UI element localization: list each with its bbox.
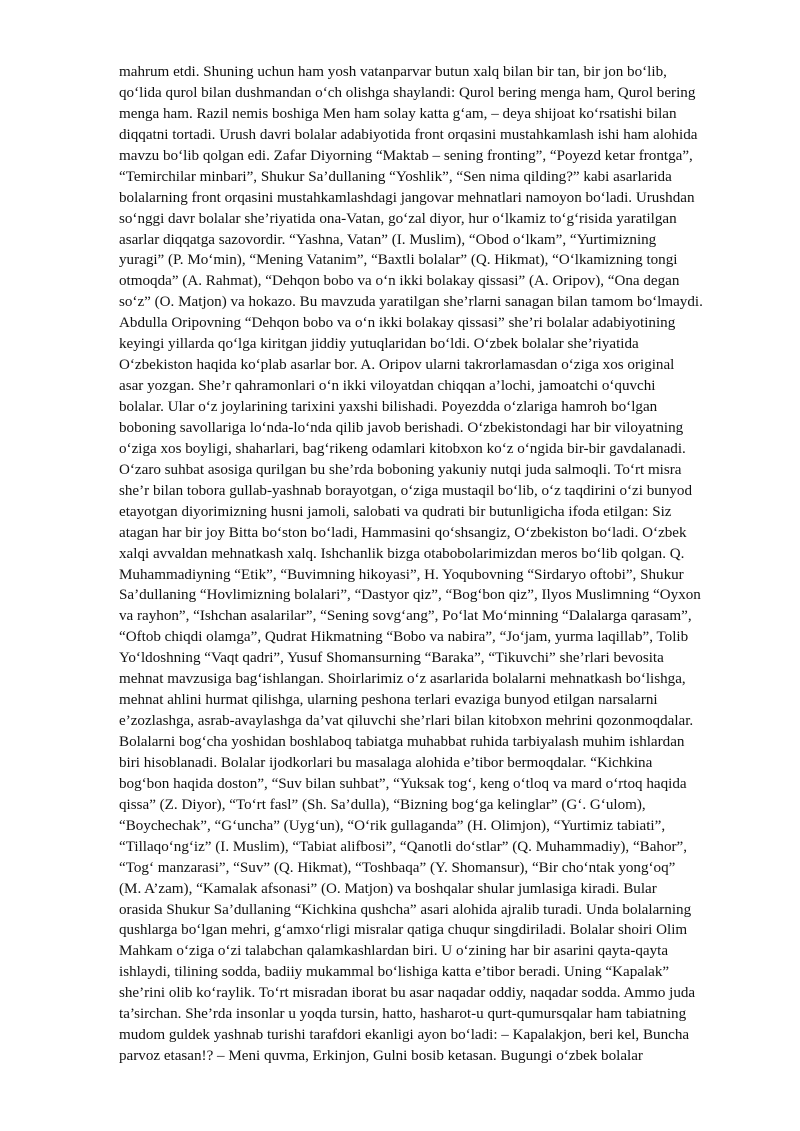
text-line: she’r bilan tobora gullab-yashnab borayotgan, o‘ziga mustaqil bo‘lib, o‘z taqdirini o‘zi bunyod [119, 482, 692, 499]
text-line: atagan har bir joy Bitta bo‘ston bo‘ladi, Hammasini qo‘shsangiz, O‘zbekiston bo‘ladi. O‘zbek [119, 524, 687, 541]
text-line: Yo‘ldoshning “Vaqt qadri”, Yusuf Shomansurning “Baraka”, “Tikuvchi” she’rlari bevosita [119, 650, 664, 667]
text-line: O‘zaro suhbat asosiga qurilgan bu she’rda boboning yakuniy nutqi juda salmoqli. To‘rt misra [119, 461, 682, 478]
document-page [119, 62, 749, 1067]
text-line: Bolalarni bog‘cha yoshidan boshlaboq tabiatga muhabbat ruhida tarbiyalash muhim ishlardan [119, 734, 685, 750]
text-line: (M. A’zam), “Kamalak afsonasi” (O. Matjon) va boshqalar shular jumlasiga kiradi. Bular [119, 880, 657, 897]
text-line: bog‘bon haqida doston”, “Suv bilan suhbat”, “Yuksak tog‘, keng o‘tloq va mard o‘rtoq haqida [119, 775, 687, 792]
text-line: bolalar. Ular o‘z joylarining tarixini yaxshi bilishadi. Poyezdda o‘zlariga hamroh bo‘lgan [119, 399, 658, 415]
text-line: parvoz etasan!? – Meni quvma, Erkinjon, Gulni bosib ketasan. Bugungi o‘zbek bolalar [119, 1048, 643, 1065]
text-line: ishlaydi, tilining sodda, badiiy mukammal bo‘lishiga katta e’tibor beradi. Uning “Kapalak” [119, 964, 670, 981]
text-line: otmoqda” (A. Rahmat), “Dehqon bobo va o‘n ikki bolakay qissasi” (A. Oripov), “Ona degan [119, 273, 680, 290]
text-line: Sa’dullaning “Hovlimizning bolalari”, “Dastyor qiz”, “Bog‘bon qiz”, Ilyos Muslimning “Oyxon [119, 587, 701, 604]
text-line: o‘ziga xos boyligi, shaharlari, bag‘rikeng odamlari kitobxon ko‘z o‘ngida bir-bir gavdalanadi. [119, 440, 686, 457]
text-line: menga ham. Razil nemis boshiga Men ham solay katta g‘am, – deya shijoat ko‘rsatishi bilan [119, 105, 677, 122]
text-line: mehnat mavzusiga bag‘ishlangan. Shoirlarimiz o‘z asarlarida bolalarni mehnatkash bo‘lishga, [119, 671, 686, 688]
text-line: mudom guldek yashnab turishi tarafdori ekanligi ayon bo‘ladi: – Kapalakjon, beri kel, Buncha [119, 1027, 690, 1044]
text-line: Abdulla Oripovning “Dehqon bobo va o‘n ikki bolakay qissasi” she’ri bolalar adabiyotining [119, 315, 676, 332]
text-line: Mahkam o‘ziga o‘zi talabchan qalamkashlardan biri. U o‘zining har bir asarini qayta-qayta [119, 943, 669, 960]
text-line: mavzu bo‘lib qolgan edi. Zafar Diyorning “Maktab – sening fronting”, “Poyezd ketar frontga”, [119, 147, 693, 164]
text-line: so‘z” (O. Matjon) va hokazo. Bu mavzuda yaratilgan she’rlarni sanagan bilan tamom bo‘lmaydi. [119, 294, 703, 311]
text-line: etayotgan diyorimizning husni jamoli, salobati va qudrati bir butunligicha ifoda etilgan: Siz [119, 503, 672, 520]
text-line: bolalarning front orqasini mustahkamlashdagi jangovar mehnatlari namoyon bo‘ladi. Urushdan [119, 189, 695, 206]
text-line: orasida Shukur Sa’dullaning “Kichkina qushcha” asari alohida ajralib turadi. Unda bolalarning [119, 901, 692, 918]
text-line: so‘nggi davr bolalar she’riyatida ona-Vatan, go‘zal diyor, hur o‘lkamiz to‘g‘risida yaratilgan [119, 210, 677, 227]
text-line: yuragi” (P. Mo‘min), “Mening Vatanim”, “Baxtli bolalar” (Q. Hikmat), “O‘lkamizning tongi [119, 252, 678, 269]
text-line: Muhammadiyning “Etik”, “Buvimning hikoyasi”, H. Yoqubovning “Sirdaryo oftobi”, Shukur [119, 566, 684, 583]
text-line: e’zozlashga, asrab-avaylashga da’vat qiluvchi she’rlari bilan kitobxon mehrini qozonmoqdalar. [119, 713, 694, 730]
text-line: diqqatni tortadi. Urush davri bolalar adabiyotida front orqasini mustahkamlash ishi ham alohida [119, 126, 698, 143]
text-line: she’rini olib ko‘raylik. To‘rt misradan iborat bu asar naqadar oddiy, naqadar sodda. Ammo juda [119, 985, 696, 1002]
text-line: qo‘lida qurol bilan dushmandan o‘ch olishga shaylandi: Qurol bering menga ham, Qurol bering [119, 84, 696, 101]
text-line: mehnat ahlini hurmat qilishga, ularning peshona terlari evaziga bunyod etilgan narsalarni [119, 692, 658, 709]
text-line: asarlar diqqatga sazovordir. “Yashna, Vatan” (I. Muslim), “Obod o‘lkam”, “Yurtimizning [119, 231, 657, 248]
text-line: boboning savollariga lo‘nda-lo‘nda qilib javob berishadi. O‘zbekistondagi har bir viloyatning [119, 419, 684, 436]
text-line: qushlarga bo‘lgan mehri, g‘amxo‘rligi misralar qatiga chuqur singdiriladi. Bolalar shoiri Olim [119, 922, 688, 939]
text-line: “Tillaqo‘ng‘iz” (I. Muslim), “Tabiat alifbosi”, “Qanotli do‘stlar” (Q. Muhammadiy), “Bahor”, [119, 838, 688, 855]
text-line: “Temirchilar minbari”, Shukur Sa’dullaning “Yoshlik”, “Sen nima qilding?” kabi asarlarida [119, 168, 672, 185]
text-line: ta’sirchan. She’rda insonlar u yoqda tursin, hatto, hasharot-u qurt-qumursqalar ham tabiatning [119, 1006, 687, 1023]
text-line: O‘zbekiston haqida ko‘plab asarlar bor. A. Oripov ularni takrorlamasdan o‘ziga xos original [119, 357, 675, 374]
text-line: qissa” (Z. Diyor), “To‘rt fasl” (Sh. Sa’dulla), “Bizning bog‘ga kelinglar” (G‘. G‘ulom), [119, 796, 646, 813]
text-line: asar yozgan. She’r qahramonlari o‘n ikki viloyatdan chiqqan a’lochi, jamoatchi o‘quvchi [119, 378, 656, 395]
text-line: keyingi yillarda qo‘lga kiritgan jiddiy yutuqlaridan bo‘ldi. O‘zbek bolalar she’riyatida [119, 336, 639, 353]
text-line: “Tog‘ manzarasi”, “Suv” (Q. Hikmat), “Toshbaqa” (Y. Shomansur), “Bir cho‘ntak yong‘oq” [119, 859, 676, 876]
text-line: “Boychechak”, “G‘uncha” (Uyg‘un), “O‘rik gullaganda” (H. Olimjon), “Yurtimiz tabiati”, [119, 817, 666, 834]
text-line: va rayhon”, “Ishchan asalarilar”, “Sening sovg‘ang”, Po‘lat Mo‘minning “Dalalarga qarasam”, [119, 608, 692, 625]
text-line: “Oftob chiqdi olamga”, Qudrat Hikmatning “Bobo va nabira”, “Jo‘jam, yurma laqillab”, Tolib [119, 629, 689, 646]
text-line: mahrum etdi. Shuning uchun ham yosh vatanparvar butun xalq bilan bir tan, bir jon bo‘lib, [119, 64, 667, 80]
text-line: biri hisoblanadi. Bolalar ijodkorlari bu masalaga alohida e’tibor bermoqdalar. “Kichkina [119, 754, 653, 771]
text-line: xalqi avvaldan mehnatkash xalq. Ishchanlik bizga otabobolarimizdan meros bo‘lib qolgan. Q. [119, 545, 685, 562]
